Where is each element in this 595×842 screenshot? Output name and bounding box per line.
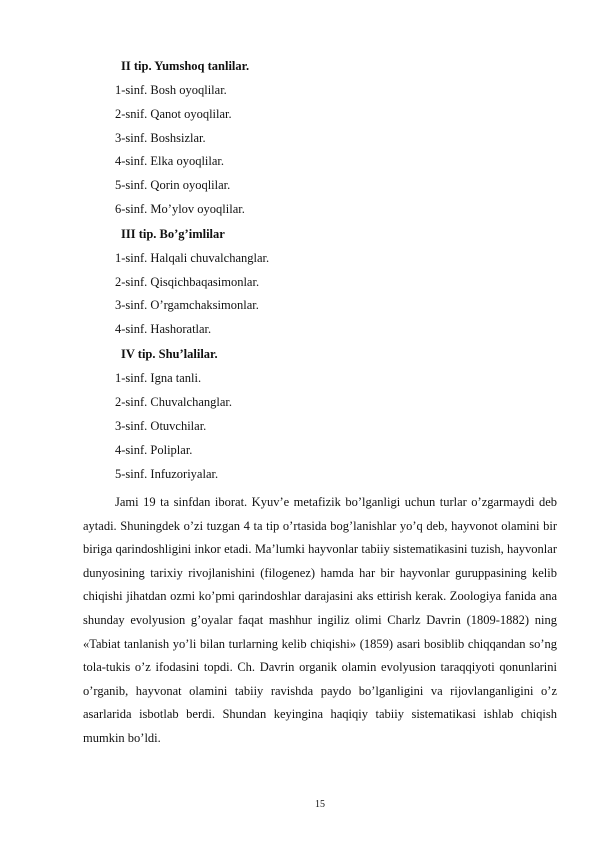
list-item: 1-sinf. Igna tanli. bbox=[115, 371, 202, 385]
section-heading-type-3: III tip. Bo’g’imlilar bbox=[121, 227, 225, 241]
list-item: 5-sinf. Infuzoriyalar. bbox=[115, 467, 219, 481]
section-heading-type-4: IV tip. Shu’lalilar. bbox=[121, 347, 218, 361]
list-item: 4-sinf. Hashoratlar. bbox=[115, 322, 212, 336]
list-item: 2-sinf. Qisqichbaqasimonlar. bbox=[115, 275, 260, 289]
list-item: 3-sinf. Otuvchilar. bbox=[115, 419, 207, 433]
list-item: 4-sinf. Elka oyoqlilar. bbox=[115, 154, 225, 168]
list-item: 2-snif. Qanot oyoqlilar. bbox=[115, 107, 232, 121]
list-item: 1-sinf. Halqali chuvalchanglar. bbox=[115, 251, 270, 265]
list-item: 3-sinf. O’rgamchaksimonlar. bbox=[115, 298, 259, 312]
list-item: 2-sinf. Chuvalchanglar. bbox=[115, 395, 232, 409]
section-heading-type-2: II tip. Yumshoq tanlilar. bbox=[121, 59, 250, 73]
page-number: 15 bbox=[315, 799, 325, 810]
list-item: 5-sinf. Qorin oyoqlilar. bbox=[115, 178, 231, 192]
list-item: 1-sinf. Bosh oyoqlilar. bbox=[115, 83, 227, 97]
body-paragraph: Jami 19 ta sinfdan iborat. Kyuv’e metafizik bo’lganligi uchun turlar o’zgarmaydi deb aytadi. Shuningdek o’zi tuzgan 4 ta tip o’rtasida bog’lanishlar yo’q deb, hayvonot olamini bir biriga qarindoshligini inkor etadi. Ma’lumki hayvonlar tabiiy sistematikasini tuzish, hayvonlar dunyosining tarixiy rivojlanishini (filogenez) hamda har bir hayvonlar guruppasining kelib chiqishi jihatdan ozmi ko’pmi qarindoshlar darajasini aks ettirish kerak. Zoologiya fanida ana shunday evolyusion g’oyalar faqat mashhur ingiliz olimi Charlz Davrin (1809-1882) ning «Tabiat tanlanish yo’li bilan turlarning kelib chiqishi» (1859) asari bosiblib chiqqandan so’ng tola-tukis o’z ifodasini topdi. Ch. Davrin organik olamin evolyusion taraqqiyoti qonunlarini o’rganib, hayvonat olamini tabiiy ravishda paydo bo’lganligini va rijovlanganligini o’z asarlarida isbotlab berdi. Shundan keyingina haqiqiy tabiiy sistematikasi ishlab chiqish mumkin bo’ldi. bbox=[83, 495, 557, 745]
list-item: 6-sinf. Mo’ylov oyoqlilar. bbox=[115, 202, 245, 216]
list-item: 4-sinf. Poliplar. bbox=[115, 443, 193, 457]
list-item: 3-sinf. Boshsizlar. bbox=[115, 131, 206, 145]
